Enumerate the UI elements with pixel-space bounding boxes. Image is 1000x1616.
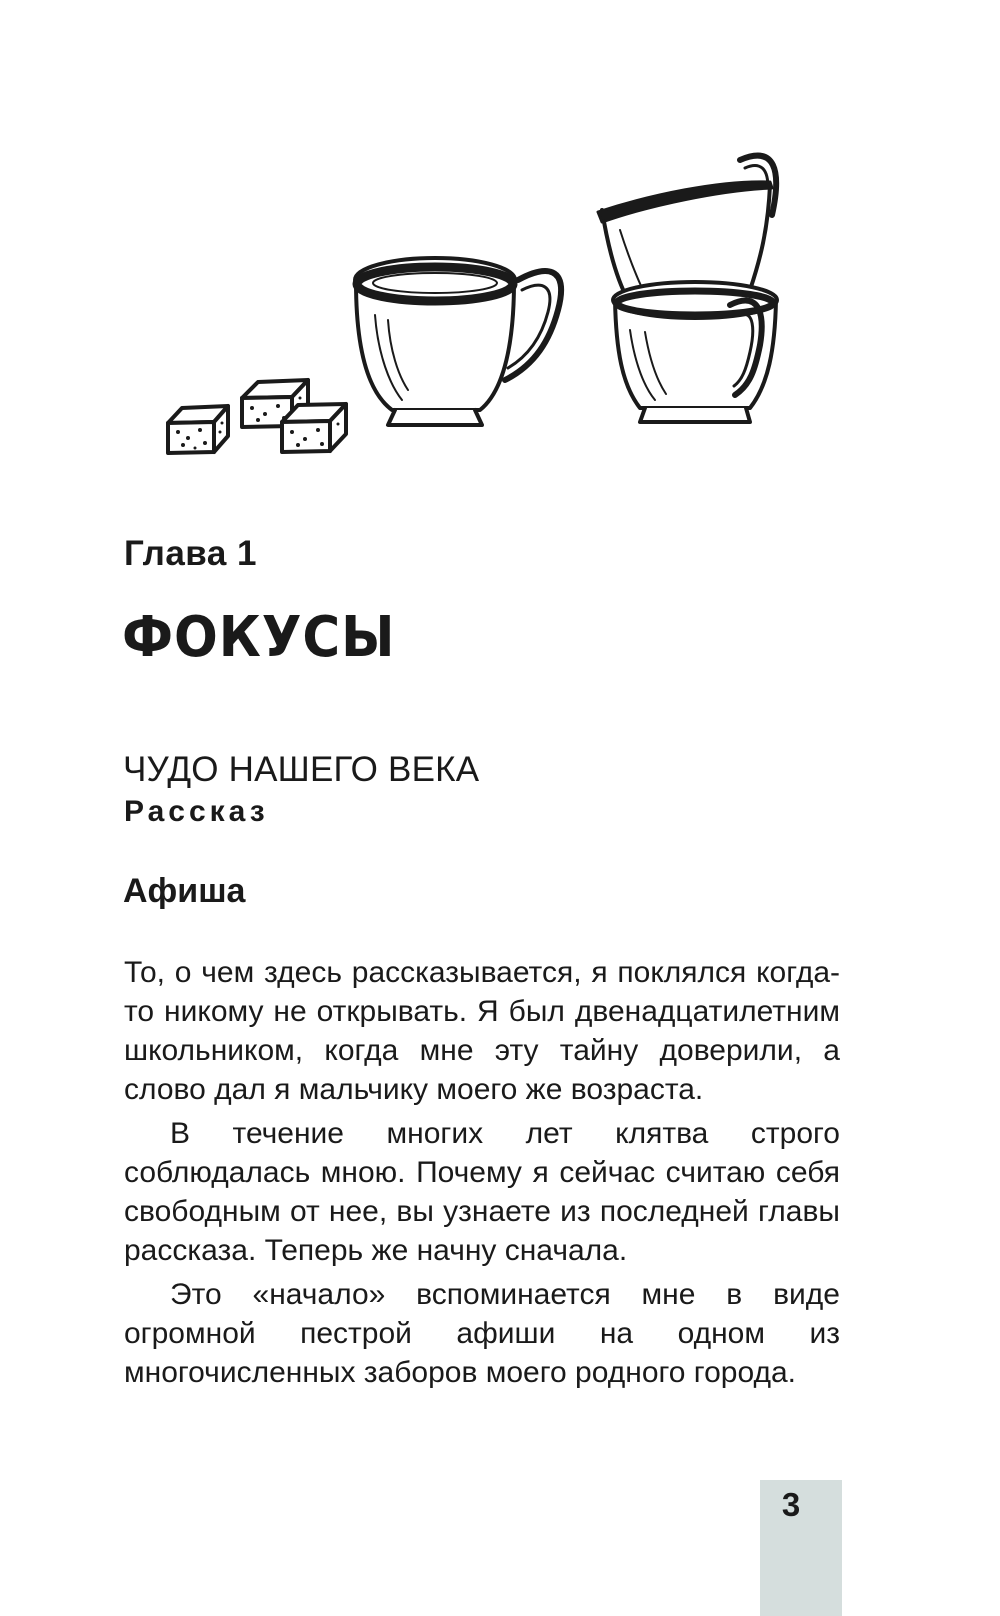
sugar-cube-icon [168, 406, 228, 453]
stacked-teacups-icon [598, 156, 777, 422]
page-number: 3 [781, 1486, 801, 1523]
body-text [124, 953, 840, 1397]
story-title: ЧУДО НАШЕГО ВЕКА [123, 750, 480, 789]
teacups-sugar-illustration [150, 140, 830, 480]
paragraph: В течение многих лет клятва строго соблюдалась мною. Почему я сейчас считаю себя свободным от нее, вы узнаете из последней главы рассказа. Теперь же начну сначала. [124, 1117, 840, 1267]
chapter-title: ФОКУСЫ [122, 605, 396, 670]
page-number-tab [760, 1480, 842, 1616]
chapter-label: Глава 1 [124, 534, 258, 573]
section-title: Афиша [123, 872, 246, 910]
story-genre: Рассказ [124, 795, 269, 828]
paragraph: Это «начало» вспоминается мне в виде огромной пестрой афиши на одном из многочисленных заборов моего родного города. [124, 1278, 840, 1389]
paragraph: То, о чем здесь рассказывается, я поклялся когда-то никому не открывать. Я был двенадцатилетним школьником, когда мне эту тайну доверили, а слово дал я мальчику моего же возраста. [124, 956, 840, 1106]
sugar-cube-icon [282, 404, 346, 452]
teacup-icon [355, 258, 561, 425]
